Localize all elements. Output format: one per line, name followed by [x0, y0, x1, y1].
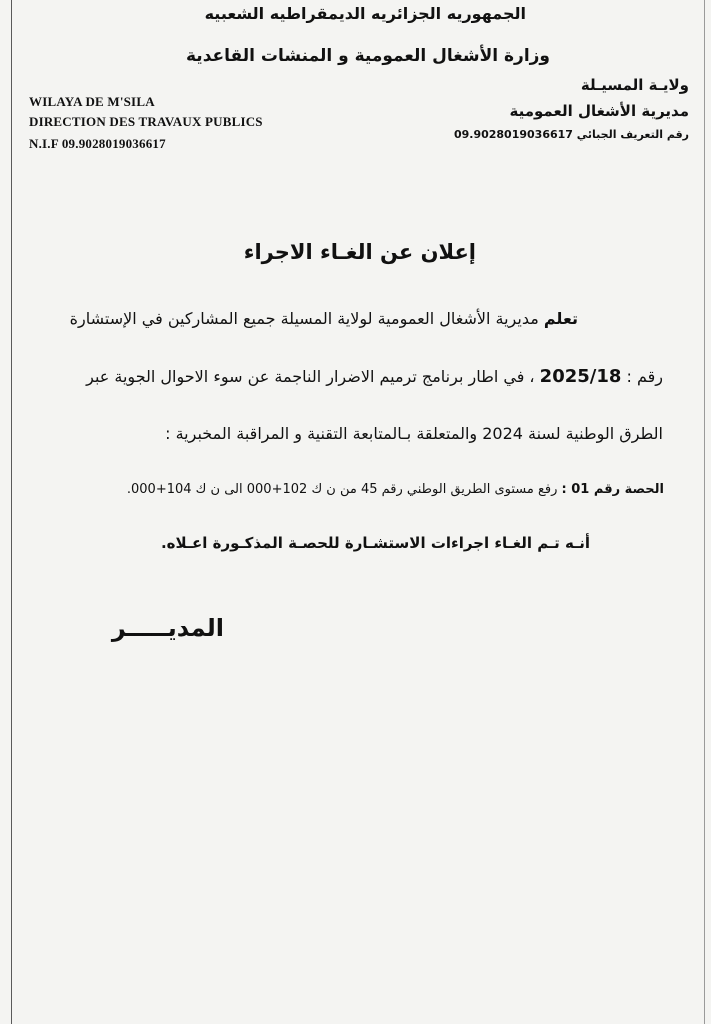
notice-title: إعلان عن الغـاء الاجراء: [243, 240, 476, 264]
cancellation-statement: أنـه تـم الغـاء اجراءات الاستشـارة للحصـة المذكـورة اعـلاه.: [160, 534, 590, 552]
fr-nif: N.I.F 09.9028019036617: [29, 136, 166, 151]
director-signature: المديـــــر: [111, 614, 224, 642]
page-left-edge: [11, 0, 12, 1024]
paragraph-line-1: [38, 309, 578, 328]
paragraph-line-2: [38, 366, 663, 387]
fr-direction: DIRECTION DES TRAVAUX PUBLICS: [29, 114, 263, 129]
para1-bold: تعلم: [543, 309, 578, 328]
para2-prefix: رقم :: [621, 367, 663, 386]
lot-description: رفع مستوى الطريق الوطني رقم 45 من ن ك 102+000 الى ن ك 104+000.: [126, 482, 562, 497]
fr-wilaya: WILAYA DE M'SILA: [29, 94, 155, 109]
republic-title: الجمهوريه الجزائريه الديمقراطيه الشعبيه: [204, 4, 526, 23]
para1-text: مديرية الأشغال العمومية لولاية المسيلة جميع المشاركين في الإستشارة: [69, 309, 544, 328]
ar-nif-line: [454, 128, 689, 141]
para2-text: ، في اطار برنامج ترميم الاضرار الناجمة عن سوء الاحوال الجوية عبر: [86, 367, 540, 386]
paragraph-line-3: الطرق الوطنية لسنة 2024 والمتعلقة بـالمتابعة التقنية و المراقبة المخبرية :: [165, 424, 663, 443]
page-right-edge: [704, 0, 705, 1024]
ar-nif-label: رقم التعريف الجبائي: [576, 128, 689, 141]
lot-line: [116, 482, 664, 497]
lot-label: الحصة رقم 01 :: [561, 482, 664, 497]
consultation-number: 2025/18: [539, 366, 622, 387]
ar-direction: مديرية الأشغال العمومية: [509, 102, 689, 120]
ministry-title: وزارة الأشغال العمومية و المنشات القاعدية: [186, 46, 550, 66]
ar-nif-value: 09.9028019036617: [453, 128, 573, 141]
ar-wilaya: ولايـة المسيـلة: [580, 76, 689, 94]
